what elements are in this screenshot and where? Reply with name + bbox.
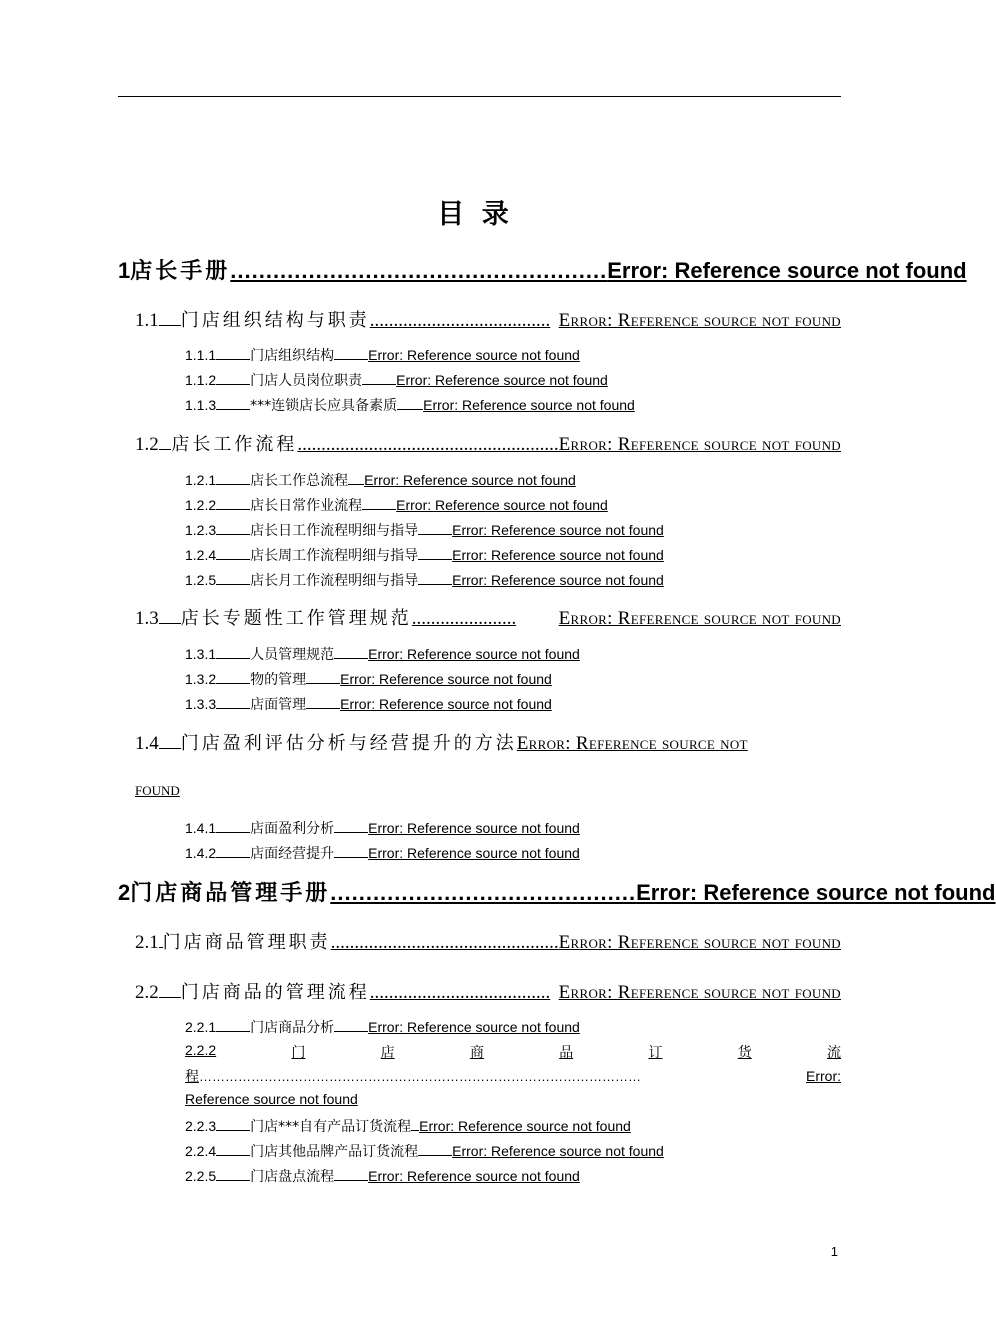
- toc-title: 店长手册: [130, 259, 231, 284]
- toc-number: 1.1.3: [185, 397, 217, 413]
- toc-error-reference-part2: found: [135, 779, 180, 800]
- toc-title: 店面经营提升: [250, 846, 335, 862]
- toc-title: 店长月工作流程明细与指导: [250, 573, 419, 589]
- toc-error-reference: Error: Reference source not found: [452, 522, 664, 538]
- toc-entry-2-2[interactable]: [135, 978, 841, 1004]
- toc-number: 2.2.5: [185, 1168, 217, 1184]
- toc-entry-1-2[interactable]: [135, 430, 841, 456]
- toc-entry-1-1-3[interactable]: [185, 395, 635, 415]
- toc-number: 2.1: [135, 932, 159, 953]
- toc-entry-1-1[interactable]: [135, 306, 841, 332]
- toc-entry-1-3-2[interactable]: [185, 669, 552, 689]
- toc-entry-1-3[interactable]: [135, 604, 841, 630]
- toc-title: 人员管理规范: [250, 647, 335, 663]
- toc-error-reference: Error: Reference source not found: [368, 347, 580, 363]
- toc-title: ***连锁店长应具备素质: [250, 398, 398, 414]
- toc-leader-dots: .....................................................: [230, 258, 608, 283]
- toc-error-reference-part1: Error: Reference source not: [516, 733, 748, 754]
- toc-error-reference: Error: Reference source not found: [368, 820, 580, 836]
- toc-entry-1-4[interactable]: [135, 729, 841, 755]
- toc-error-reference: Error: Reference source not found: [607, 258, 967, 283]
- toc-leader-dots: ......................................: [369, 982, 551, 1003]
- toc-title-char: 店: [380, 1045, 395, 1061]
- toc-title: 门店***自有产品订货流程: [250, 1119, 412, 1135]
- toc-number: 1.4.1: [185, 820, 217, 836]
- toc-error-reference: Error: Reference source not found: [558, 310, 841, 331]
- toc-leader-dots: .......................................................: [297, 434, 559, 455]
- toc-error-reference: Error: Reference source not found: [368, 1019, 580, 1035]
- toc-title: 门店盈利评估分析与经营提升的方法: [180, 733, 517, 754]
- toc-error-reference: Error: Reference source not found: [419, 1118, 631, 1134]
- toc-number: 2.2.1: [185, 1019, 217, 1035]
- toc-leader-dots: ......................: [411, 608, 517, 629]
- toc-leader-dots: ................................................: [330, 932, 559, 953]
- toc-entry-1-3-3[interactable]: [185, 694, 552, 714]
- toc-entry-2-2-5[interactable]: [185, 1166, 580, 1186]
- toc-title: 店长专题性工作管理规范: [180, 608, 412, 629]
- toc-number: 1.3.3: [185, 696, 217, 712]
- toc-error-reference: Error: Reference source not found: [368, 646, 580, 662]
- toc-error-reference: Error: Reference source not found: [558, 434, 841, 455]
- toc-error-reference: Error: Reference source not found: [396, 372, 608, 388]
- toc-title: 门店商品管理职责: [162, 932, 331, 953]
- toc-entry-2-2-4[interactable]: [185, 1141, 664, 1161]
- toc-entry-2-2-2[interactable]: [185, 1042, 841, 1062]
- toc-entry-1-4-1[interactable]: [185, 818, 580, 838]
- toc-number: 2: [118, 880, 131, 905]
- toc-title-char: 品: [559, 1045, 574, 1061]
- toc-title: 门店组织结构: [250, 348, 335, 364]
- toc-error-reference: Error: Reference source not found: [340, 671, 552, 687]
- toc-title: 门店商品分析: [250, 1020, 335, 1036]
- toc-title: 店长日常作业流程: [250, 498, 363, 514]
- toc-title: 店面管理: [250, 697, 307, 713]
- header-rule: [118, 96, 841, 97]
- toc-error-reference: Error: Reference source not found: [452, 1143, 664, 1159]
- toc-number: 2.2.3: [185, 1118, 217, 1134]
- toc-entry-1-2-2[interactable]: [185, 495, 608, 515]
- toc-entry-2-1[interactable]: [135, 928, 841, 954]
- toc-leader-dots: ......................................: [369, 310, 551, 331]
- toc-error-reference: Error: Reference source not found: [452, 572, 664, 588]
- toc-leader-dots: …………………………………………………………………………………………: [199, 1069, 641, 1084]
- toc-number: 1.2.3: [185, 522, 217, 538]
- toc-number: 1.2.4: [185, 547, 217, 563]
- toc-number: 2.2: [135, 982, 159, 1003]
- toc-number: 2.2.2: [185, 1042, 217, 1058]
- toc-error-reference-part1: Error:: [806, 1068, 841, 1084]
- toc-error-reference: Error: Reference source not found: [558, 932, 841, 953]
- toc-error-reference: Error: Reference source not found: [558, 982, 841, 1003]
- toc-entry-2-2-2-line2[interactable]: [185, 1066, 841, 1086]
- toc-entry-1-2-3[interactable]: [185, 520, 664, 540]
- toc-number: 1.4: [135, 733, 159, 754]
- toc-entry-1-4-2[interactable]: [185, 843, 580, 863]
- toc-number: 1.1.2: [185, 372, 217, 388]
- toc-number: 1.3: [135, 608, 159, 629]
- toc-title: 店长工作流程: [171, 434, 298, 455]
- toc-number: 1.2.5: [185, 572, 217, 588]
- toc-error-reference: Error: Reference source not found: [396, 497, 608, 513]
- toc-entry-1-2-1[interactable]: [185, 470, 576, 490]
- toc-title: 店长工作总流程: [250, 473, 349, 489]
- toc-title-char: 程: [185, 1069, 199, 1085]
- toc-entry-2-2-1[interactable]: [185, 1017, 580, 1037]
- toc-number: 1.4.2: [185, 845, 217, 861]
- toc-title-char: 流: [827, 1045, 841, 1061]
- toc-number: 1.2.2: [185, 497, 217, 513]
- toc-title: 门店人员岗位职责: [250, 373, 363, 389]
- toc-error-reference: Error: Reference source not found: [558, 608, 841, 629]
- toc-entry-1-1-2[interactable]: [185, 370, 608, 390]
- page-title: 目 录: [437, 199, 513, 230]
- toc-title-char: 门: [291, 1045, 306, 1061]
- toc-title: 店长周工作流程明细与指导: [250, 548, 419, 564]
- toc-entry-chapter-2[interactable]: [118, 876, 996, 907]
- toc-title: 门店其他品牌产品订货流程: [250, 1144, 419, 1160]
- toc-title-char: 货: [737, 1045, 752, 1061]
- toc-number: 1: [118, 258, 131, 283]
- toc-title: 门店商品的管理流程: [180, 982, 370, 1003]
- toc-title-char: 订: [648, 1045, 663, 1061]
- toc-title: 门店盘点流程: [250, 1169, 335, 1185]
- toc-title: 门店商品管理手册: [130, 881, 331, 906]
- toc-entry-1-2-4[interactable]: [185, 545, 664, 565]
- toc-entry-chapter-1[interactable]: [118, 254, 967, 285]
- toc-entry-1-2-5[interactable]: [185, 570, 664, 590]
- toc-error-reference-part2: Reference source not found: [185, 1091, 358, 1107]
- toc-number: 1.3.2: [185, 671, 217, 687]
- toc-title: 门店组织结构与职责: [180, 310, 370, 331]
- toc-error-reference: Error: Reference source not found: [423, 397, 635, 413]
- toc-number: 1.2: [135, 434, 159, 455]
- toc-number: 1.1.1: [185, 347, 217, 363]
- toc-title: 店面盈利分析: [250, 821, 335, 837]
- page-number: 1: [830, 1244, 838, 1259]
- toc-entry-2-2-3[interactable]: [185, 1116, 631, 1136]
- toc-title: 店长日工作流程明细与指导: [250, 523, 419, 539]
- toc-number: 1.1: [135, 310, 159, 331]
- toc-error-reference: Error: Reference source not found: [368, 845, 580, 861]
- toc-error-reference: Error: Reference source not found: [364, 472, 576, 488]
- toc-number: 2.2.4: [185, 1143, 217, 1159]
- toc-leader-dots: ...........................................: [330, 880, 637, 905]
- toc-title: 物的管理: [250, 672, 307, 688]
- toc-error-reference: Error: Reference source not found: [340, 696, 552, 712]
- toc-entry-1-3-1[interactable]: [185, 644, 580, 664]
- toc-error-reference: Error: Reference source not found: [452, 547, 664, 563]
- toc-error-reference: Error: Reference source not found: [368, 1168, 580, 1184]
- toc-number: 1.2.1: [185, 472, 217, 488]
- toc-entry-1-1-1[interactable]: [185, 345, 580, 365]
- toc-title-char: 商: [469, 1045, 484, 1061]
- toc-error-reference: Error: Reference source not found: [636, 880, 996, 905]
- toc-number: 1.3.1: [185, 646, 217, 662]
